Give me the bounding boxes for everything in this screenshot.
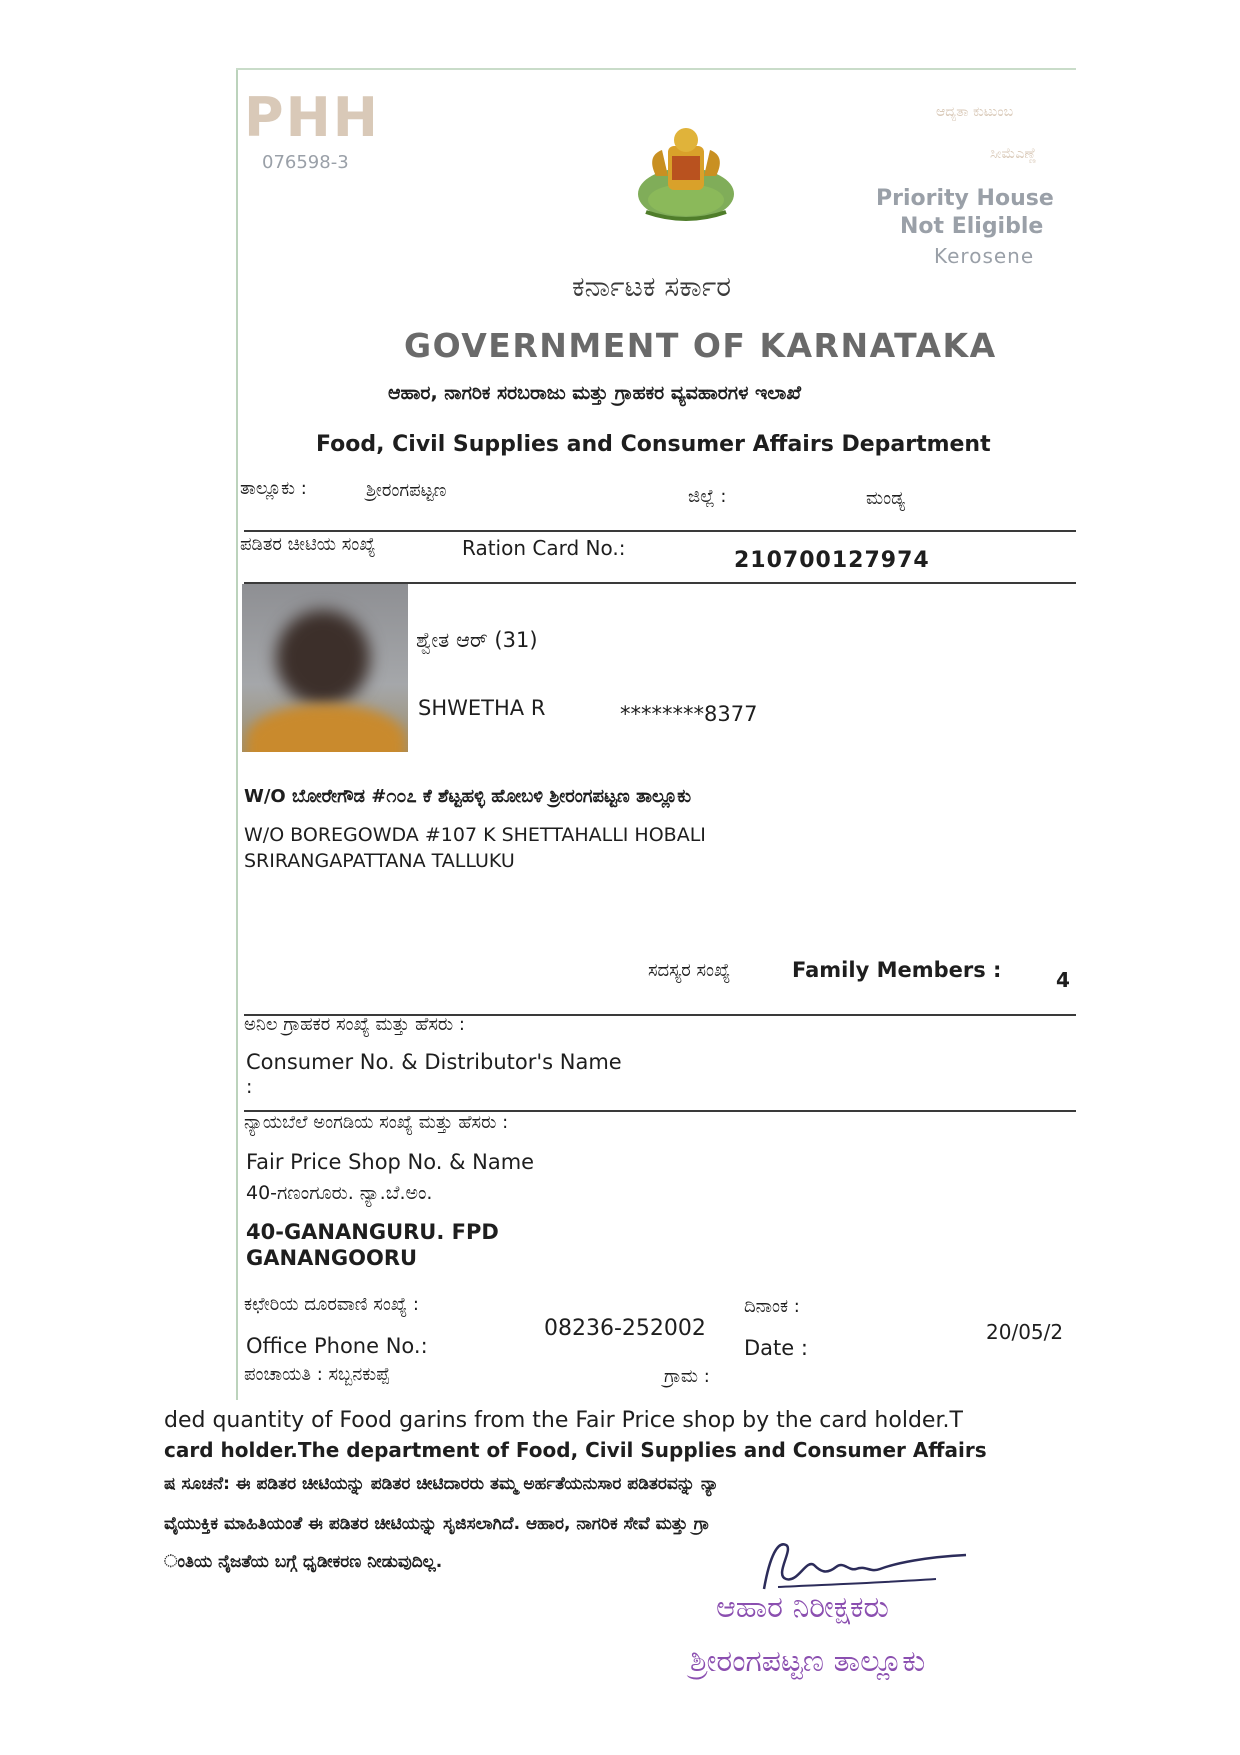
not-eligible-label: Not Eligible: [900, 214, 1044, 239]
holder-name-kannada: ಶ್ವೇತ ಆರ್ (31): [416, 628, 538, 652]
state-title-english: GOVERNMENT OF KARNATAKA: [404, 326, 997, 365]
karnataka-emblem-icon: [626, 116, 746, 236]
ration-card-number: 210700127974: [734, 548, 930, 573]
stamp-line-1: ಆಹಾರ ನಿರೀಕ್ಷಕರು: [716, 1590, 889, 1625]
department-title-english: Food, Civil Supplies and Consumer Affairs Department: [316, 432, 991, 457]
consumer-label-kannada: ಅನಿಲ ಗ್ರಾಹಕರ ಸಂಖ್ಯೆ ಮತ್ತು ಹೆಸರು :: [244, 1014, 465, 1035]
inspector-signature: [756, 1535, 972, 1595]
kerosene-label: Kerosene: [934, 244, 1035, 268]
holder-name-english: SHWETHA R: [418, 696, 546, 720]
district-label: ಜಿಲ್ಲೆ :: [688, 486, 727, 507]
village-label: ಗ್ರಾಮ :: [664, 1366, 710, 1387]
footer-line-4: ವೈಯುಕ್ತಿಕ ಮಾಹಿತಿಯಂತೆ ಈ ಪಡಿತರ ಚೀಟಿಯನ್ನು ಸೃಜಿಸಲಾಗಿದೆ. ಆಹಾರ, ನಾಗರಿಕ ಸೇವೆ ಮತ್ತು ಗ್ರಾ: [164, 1514, 710, 1534]
divider-top: [244, 530, 1076, 532]
holder-masked-id: ********8377: [620, 702, 758, 726]
footer-line-5: ಂತಿಯ ನೈಜತೆಯ ಬಗ್ಗೆ ಧೃಡೀಕರಣ ನೀಡುವುದಿಲ್ಲ.: [164, 1552, 443, 1572]
date-value: 20/05/2: [986, 1320, 1064, 1344]
panchayat-label: ಪಂಚಾಯತಿ : ಸಬ್ಬನಕುಪ್ಪೆ: [244, 1364, 390, 1385]
fps-name-english-line2: GANANGOORU: [246, 1246, 418, 1270]
office-phone-value: 08236-252002: [544, 1316, 706, 1341]
card-code-number: 076598-3: [262, 152, 349, 173]
department-title-kannada: ಆಹಾರ, ನಾಗರಿಕ ಸರಬರಾಜು ಮತ್ತು ಗ್ರಾಹಕರ ವ್ಯವಹಾರಗಳ ಇಲಾಖೆ: [388, 382, 801, 404]
family-members-label-english: Family Members :: [792, 958, 1002, 982]
date-label-english: Date :: [744, 1336, 808, 1360]
footer-line-2: card holder.The department of Food, Civil Supplies and Consumer Affairs: [164, 1438, 987, 1462]
consumer-label-english: Consumer No. & Distributor's Name: [246, 1050, 622, 1074]
ration-card-label-kannada: ಪಡಿತರ ಚೀಟಿಯ ಸಂಖ್ಯೆ: [240, 534, 376, 555]
card-top-edge: [236, 68, 1076, 70]
footer-line-1: ded quantity of Food garins from the Fair Price shop by the card holder.T: [164, 1408, 963, 1433]
address-english-line2: SRIRANGAPATTANA TALLUKU: [244, 850, 515, 872]
kerosene-ghost-text: ಸೀಮೆಎಣ್ಣೆ: [990, 146, 1037, 162]
taluk-label: ತಾಲ್ಲೂಕು :: [240, 478, 307, 499]
date-label-kannada: ದಿನಾಂಕ :: [744, 1296, 800, 1317]
ration-card-label-english: Ration Card No.:: [462, 536, 626, 560]
taluk-value: ಶ್ರೀರಂಗಪಟ್ಟಣ: [366, 480, 447, 501]
stamp-line-2: ಶ್ರೀರಂಗಪಟ್ಟಣ ತಾಲ್ಲೂಕು: [690, 1644, 926, 1679]
address-kannada: W/O ಬೋರೇಗೌಡ #೧೦೭ ಕೆ ಶೆಟ್ಟಹಳ್ಳಿ ಹೋಬಳಿ ಶ್ರೀರಂಗಪಟ್ಟಣ ತಾಲ್ಲೂಕು: [244, 786, 692, 807]
fps-label-kannada: ನ್ಯಾಯಬೆಲೆ ಅಂಗಡಿಯ ಸಂಖ್ಯೆ ಮತ್ತು ಹೆಸರು :: [244, 1112, 509, 1133]
fps-label-english: Fair Price Shop No. & Name: [246, 1150, 535, 1174]
fps-name-kannada: 40-ಗಣಂಗೂರು. ನ್ಯಾ.ಬೆ.ಅಂ.: [246, 1182, 433, 1204]
state-title-kannada: ಕರ್ನಾಟಕ ಸರ್ಕಾರ: [572, 270, 732, 303]
address-english-line1: W/O BOREGOWDA #107 K SHETTAHALLI HOBALI: [244, 824, 706, 846]
office-phone-label-kannada: ಕಛೇರಿಯ ದೂರವಾಣಿ ಸಂಖ್ಯೆ :: [244, 1294, 419, 1315]
consumer-value: :: [246, 1076, 253, 1098]
footer-line-3: ಷ ಸೂಚನೆ: ಈ ಪಡಿತರ ಚೀಟಿಯನ್ನು ಪಡಿತರ ಚೀಟಿದಾರರು ತಮ್ಮ ಅರ್ಹತೆಯನುಸಾರ ಪಡಿತರವನ್ನು ನ್ಯಾ: [164, 1474, 719, 1494]
office-phone-label-english: Office Phone No.:: [246, 1334, 428, 1358]
priority-ghost-text: ಆದ್ಯತಾ ಕುಟುಂಬ: [936, 104, 1014, 120]
holder-photo: [242, 584, 408, 752]
family-members-label-kannada: ಸದಸ್ಯರ ಸಂಖ್ಯೆ: [648, 960, 731, 981]
priority-household-label: Priority House: [876, 186, 1054, 211]
fps-name-english-line1: 40-GANANGURU. FPD: [246, 1220, 499, 1244]
family-members-count: 4: [1056, 968, 1070, 992]
card-code-ghost: PHH: [244, 86, 380, 149]
district-value: ಮಂಡ್ಯ: [866, 488, 906, 509]
card-left-edge: [236, 70, 238, 1400]
